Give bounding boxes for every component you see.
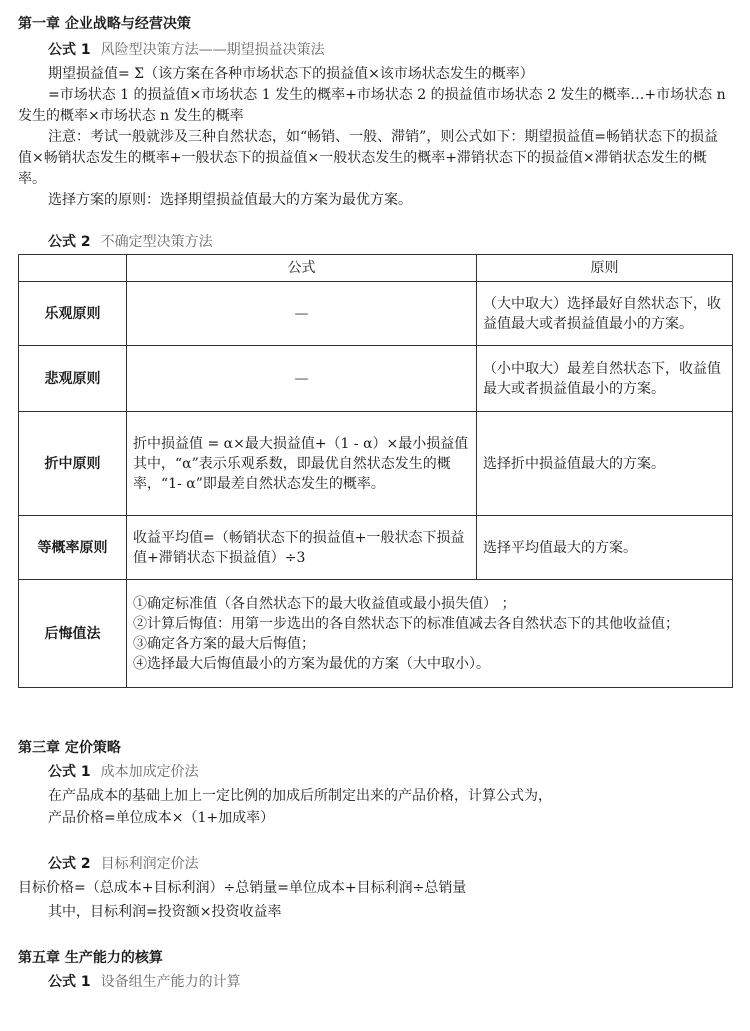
- target-profit-formula: 其中，目标利润=投资额×投资收益率: [48, 904, 282, 920]
- chapter-3-title: 第三章 定价策略: [18, 740, 121, 756]
- formula-title: 成本加成定价法: [100, 764, 199, 780]
- header-formula: 公式: [127, 255, 477, 282]
- table-row: [19, 412, 733, 516]
- regret-step: ①确定标准值（各自然状态下的最大收益值或最小损失值） ；: [133, 595, 516, 612]
- regret-step: ③确定各方案的最大后悔值；: [133, 635, 315, 652]
- table-row: [19, 346, 733, 412]
- formula-2-heading: [48, 232, 750, 253]
- table-row: [19, 580, 733, 688]
- row-formula: —: [127, 346, 477, 412]
- row-principle: （大中取大）选择最好自然状态下，收益值最大或者损益值最小的方案。: [477, 282, 733, 346]
- formula-label: 公式 1: [48, 42, 91, 58]
- regret-step: ②计算后悔值：用第一步选出的各自然状态下的标准值减去各自然状态下的其他收益值；: [133, 615, 679, 632]
- row-name: 悲观原则: [19, 346, 127, 412]
- table-row: [19, 282, 733, 346]
- row-formula: —: [127, 282, 477, 346]
- regret-step: ④选择最大后悔值最小的方案为最优的方案（大中取小）。: [133, 655, 490, 672]
- selection-principle: 选择方案的原则：选择期望损益值最大的方案为最优方案。: [48, 192, 412, 208]
- cost-plus-description: 在产品成本的基础上加上一定比例的加成后所制定出来的产品价格，计算公式为，: [48, 788, 552, 804]
- formula-title: 目标利润定价法: [100, 856, 199, 872]
- formula-label: 公式 1: [48, 974, 91, 990]
- formula-label: 公式 2: [48, 856, 91, 872]
- row-name: 乐观原则: [19, 282, 127, 346]
- chapter-1-title: 第一章 企业战略与经营决策: [18, 16, 191, 32]
- header-empty: [19, 255, 127, 282]
- row-name: 折中原则: [19, 412, 127, 516]
- target-price-formula: 目标价格=（总成本+目标利润）÷总销量=单位成本+目标利润÷总销量: [18, 880, 467, 896]
- expected-value-expansion: =市场状态 1 的损益值×市场状态 1 发生的概率+市场状态 2 的损益值市场状态 2 发生的概率…+市场状态 n 发生的概率×市场状态 n 发生的概率: [18, 87, 726, 124]
- row-principle: （小中取大）最差自然状态下，收益值最大或者损益值最小的方案。: [477, 346, 733, 412]
- formula-1-heading: [48, 972, 750, 993]
- expected-value-formula: 期望损益值= Σ（该方案在各种市场状态下的损益值×该市场状态发生的概率）: [48, 66, 534, 82]
- row-formula: 收益平均值=（畅销状态下的损益值+一般状态下损益值+滞销状态下损益值）÷3: [127, 516, 477, 580]
- row-principle: 选择折中损益值最大的方案。: [477, 412, 733, 516]
- formula-1-heading: [48, 762, 750, 783]
- header-principle: 原则: [477, 255, 733, 282]
- formula-2-heading: [48, 854, 750, 875]
- formula-label: 公式 2: [48, 234, 91, 250]
- formula-1-heading: [48, 40, 750, 61]
- formula-label: 公式 1: [48, 764, 91, 780]
- cost-plus-formula: 产品价格=单位成本×（1+加成率）: [48, 810, 275, 826]
- decision-methods-table: [18, 254, 733, 688]
- row-principle: 选择平均值最大的方案。: [477, 516, 733, 580]
- formula-title: 不确定型决策方法: [100, 234, 213, 250]
- formula-title: 风险型决策方法——期望损益决策法: [100, 42, 325, 58]
- note-paragraph: 注意：考试一般就涉及三种自然状态，如“畅销、一般、滞销”，则公式如下：期望损益值=畅销状态下的损益值×畅销状态发生的概率+一般状态下的损益值×一般状态发生的概率+滞销状态下的损益值×滞销状态发生的概率。: [18, 129, 719, 187]
- chapter-5-title: 第五章 生产能力的核算: [18, 950, 163, 966]
- regret-steps: [127, 580, 733, 688]
- table-header-row: [19, 255, 733, 282]
- row-name: 等概率原则: [19, 516, 127, 580]
- formula-title: 设备组生产能力的计算: [100, 974, 241, 990]
- row-formula: 折中损益值 = α×最大损益值+（1 - α）×最小损益值 其中，“α”表示乐观系数，即最优自然状态发生的概率，“1- α”即最差自然状态发生的概率。: [127, 412, 477, 516]
- table-row: [19, 516, 733, 580]
- row-name: 后悔值法: [19, 580, 127, 688]
